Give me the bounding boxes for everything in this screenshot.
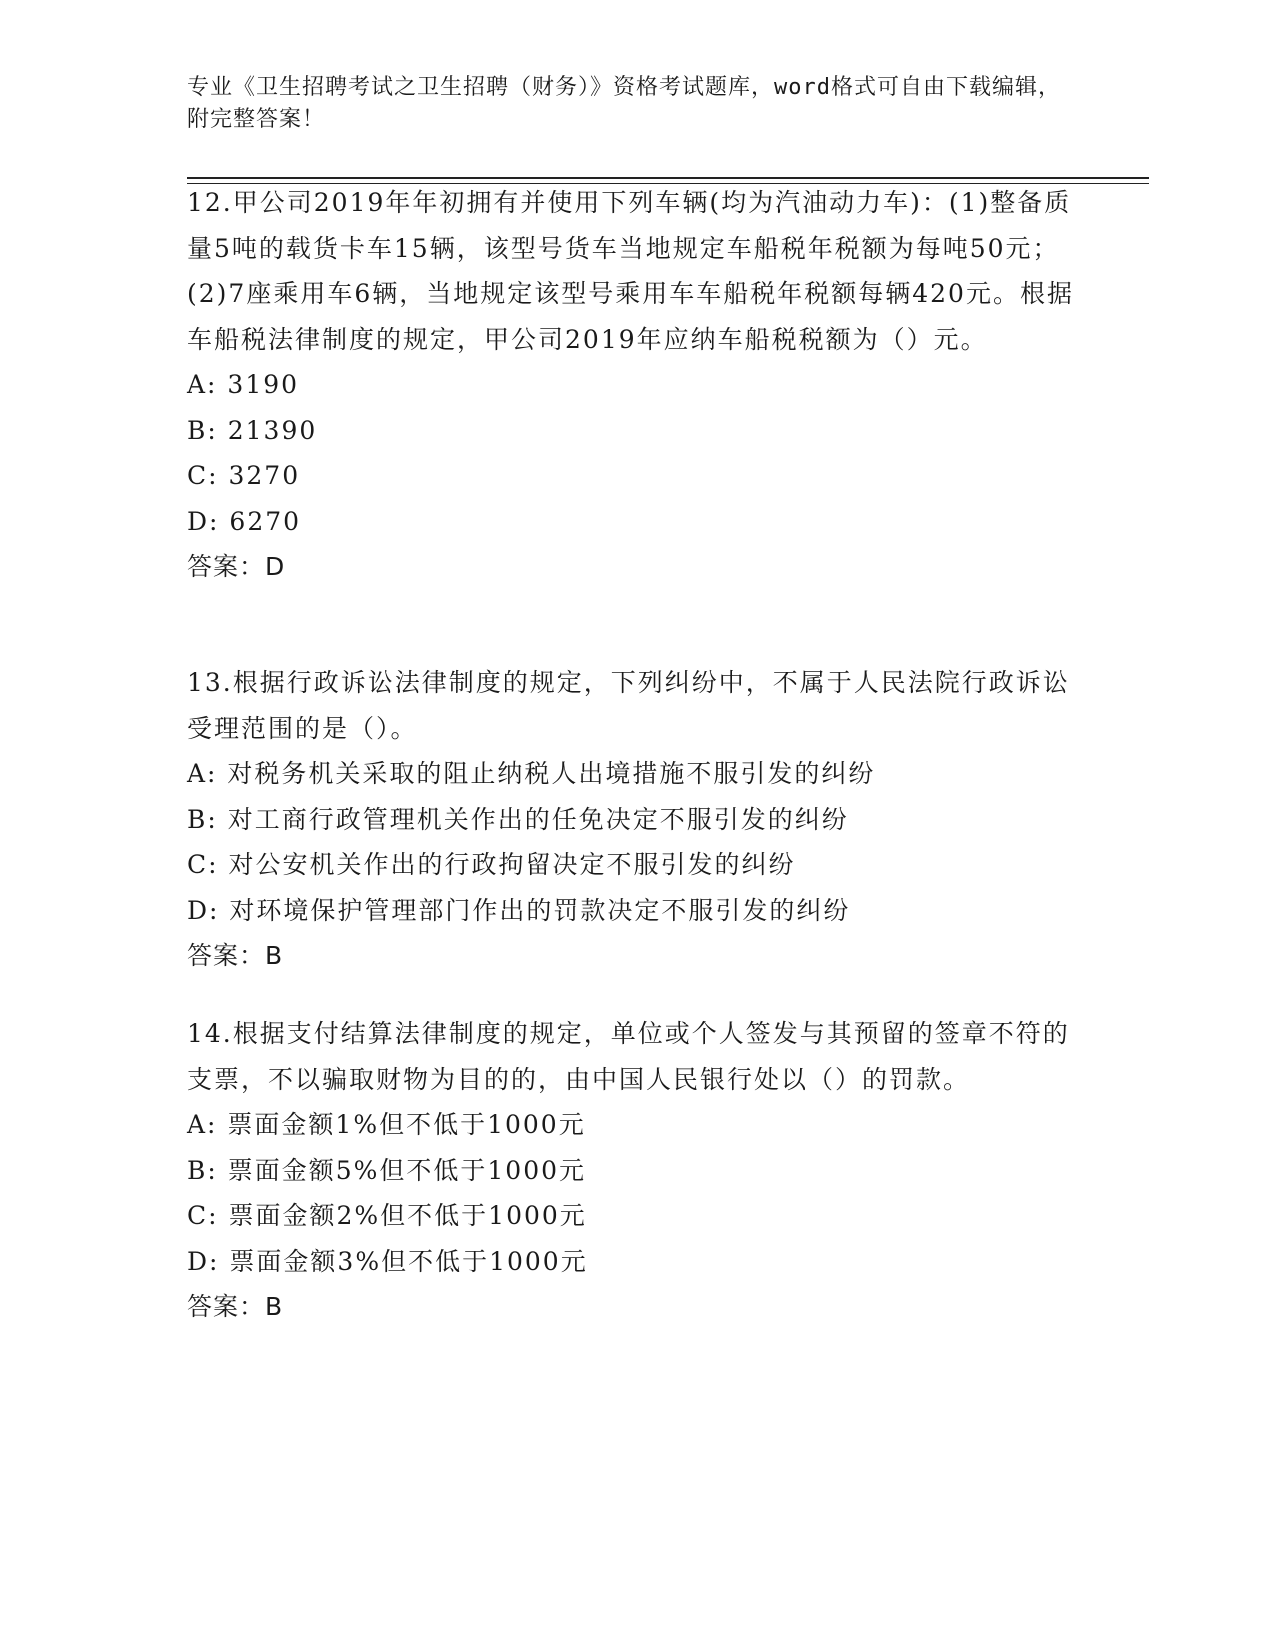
header-divider-thick [187, 177, 1149, 179]
option-c: C: 票面金额2%但不低于1000元 [187, 1201, 587, 1230]
answer-label: 答案：B [187, 1292, 284, 1321]
option-a: A: 3190 [187, 370, 300, 399]
document-header: 专业《卫生招聘考试之卫生招聘（财务）》资格考试题库，word格式可自由下载编辑，附完整答案！ [187, 75, 1061, 132]
question-text: 12.甲公司2019年年初拥有并使用下列车辆(均为汽油动力车)：(1)整备质量5吨的载货卡车15辆，该型号货车当地规定车船税年税额为每吨50元；(2)7座乘用车6辆，当地规定该型号乘用车车船税年税额每辆420元。根据车船税法律制度的规定，甲公司2019年应纳车船税税额为（）元。 [187, 188, 1074, 354]
option-a: A: 票面金额1%但不低于1000元 [187, 1110, 586, 1139]
question-12 [187, 180, 1082, 590]
answer-label: 答案：B [187, 941, 284, 970]
option-b: B: 票面金额5%但不低于1000元 [187, 1155, 587, 1185]
option-d: D: 对环境保护管理部门作出的罚款决定不服引发的纠纷 [187, 895, 851, 925]
question-text: 13.根据行政诉讼法律制度的规定，下列纠纷中，不属于人民法院行政诉讼受理范围的是（）。 [187, 668, 1070, 743]
option-a: A: 对税务机关采取的阻止纳税人出境措施不服引发的纠纷 [187, 759, 876, 788]
option-b: B: 对工商行政管理机关作出的任免决定不服引发的纠纷 [187, 804, 849, 834]
option-c: C: 对公安机关作出的行政拘留决定不服引发的纠纷 [187, 850, 796, 879]
answer-label: 答案：D [187, 552, 286, 581]
option-d: D: 6270 [187, 506, 302, 536]
option-b: B: 21390 [187, 415, 318, 445]
question-text: 14.根据支付结算法律制度的规定，单位或个人签发与其预留的签章不符的支票，不以骗取财物为目的的，由中国人民银行处以（）的罚款。 [187, 1019, 1070, 1094]
question-13 [187, 660, 1082, 979]
question-14 [187, 1011, 1082, 1330]
option-d: D: 票面金额3%但不低于1000元 [187, 1246, 588, 1276]
option-c: C: 3270 [187, 461, 301, 490]
